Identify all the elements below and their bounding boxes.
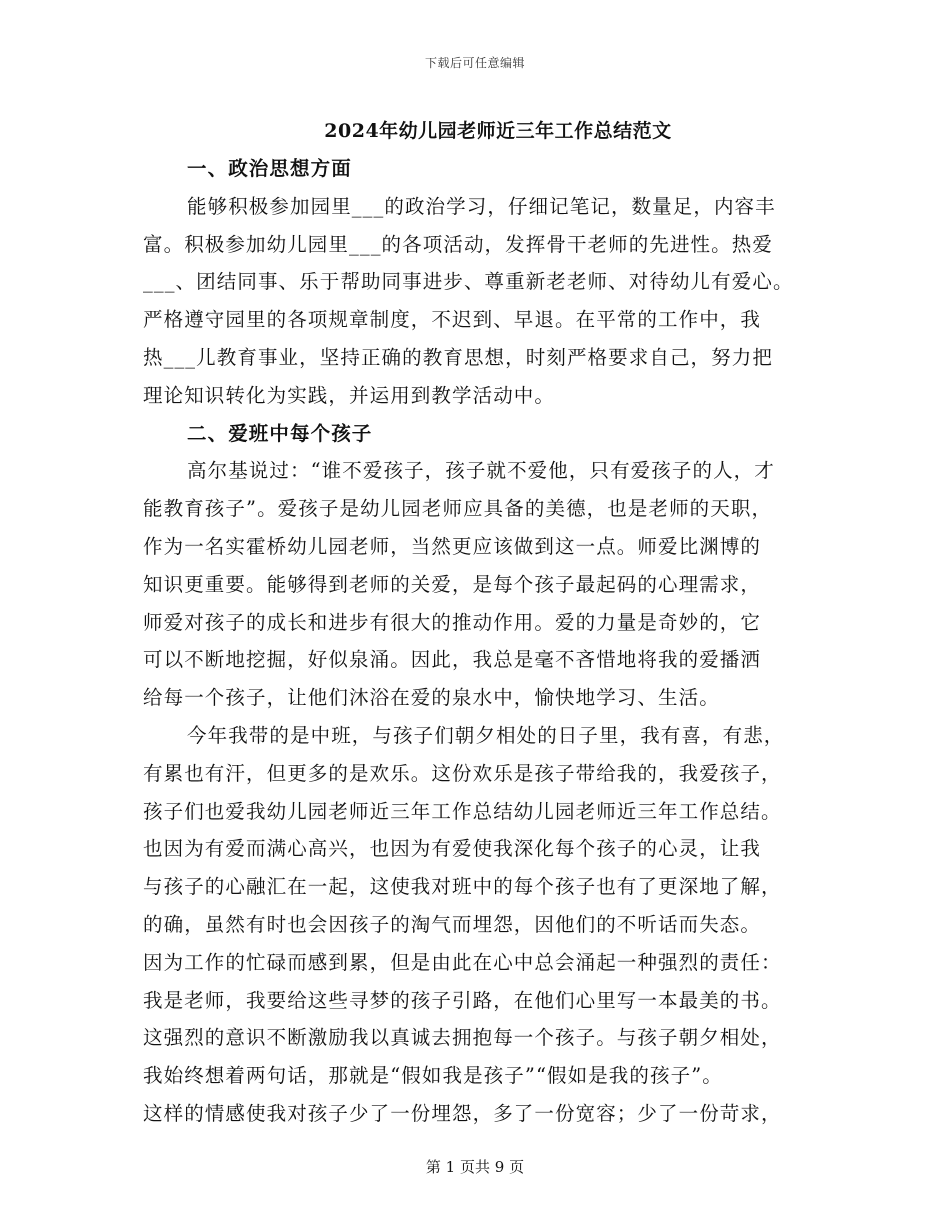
- paragraph-line: 今年我带的是中班，与孩子们朝夕相处的日子里，我有喜，有悲，: [187, 723, 785, 747]
- paragraph-line: 理论知识转化为实践，并运用到教学活动中。: [143, 383, 556, 407]
- paragraph-line: 与孩子的心融汇在一起，这使我对班中的每个孩子也有了更深地了解，: [143, 875, 782, 899]
- paragraph-line: 因为工作的忙碌而感到累，但是由此在心中总会涌起一种强烈的责任：: [143, 950, 782, 974]
- paragraph-line: 也因为有爱而满心高兴，也因为有爱使我深化每个孩子的心灵，让我: [143, 837, 762, 861]
- paragraph-line: ___、团结同事、乐于帮助同事进步、尊重新老老师、对待幼儿有爱心。: [143, 270, 794, 294]
- paragraph-line: 能够积极参加园里___的政治学习，仔细记笔记，数量足，内容丰: [187, 194, 776, 218]
- paragraph-line: 富。积极参加幼儿园里___的各项活动，发挥骨干老师的先进性。热爱: [143, 232, 773, 256]
- paragraph-line: 能教育孩子”。爱孩子是幼儿园老师应具备的美德，也是老师的天职，: [143, 497, 773, 521]
- paragraph-line: 可以不断地挖掘，好似泉涌。因此，我总是毫不吝惜地将我的爱播洒: [143, 648, 762, 672]
- header-note: 下载后可任意编辑: [424, 56, 525, 70]
- paragraph-line: 师爱对孩子的成长和进步有很大的推动作用。爱的力量是奇妙的，它: [143, 610, 762, 634]
- paragraph-line: 的确，虽然有时也会因孩子的淘气而埋怨，因他们的不听话而失态。: [143, 912, 762, 936]
- paragraph-line: 孩子们也爱我幼儿园老师近三年工作总结幼儿园老师近三年工作总结。: [143, 799, 782, 823]
- document-body: [143, 150, 823, 1133]
- paragraph-line: 高尔基说过：“谁不爱孩子，孩子就不爱他，只有爱孩子的人，才: [187, 459, 775, 483]
- paragraph-line: 给每一个孩子，让他们沐浴在爱的泉水中，愉快地学习、生活。: [143, 686, 720, 710]
- paragraph-line: 这样的情感使我对孩子少了一份埋怨，多了一份宽容；少了一份苛求，: [143, 1101, 782, 1125]
- paragraph-line: 有累也有汗，但更多的是欢乐。这份欢乐是孩子带给我的，我爱孩子，: [143, 761, 782, 785]
- paragraph-line: 我始终想着两句话，那就是“假如我是孩子”“假如是我的孩子”。: [143, 1064, 723, 1088]
- paragraph-line: 这强烈的意识不断激励我以真诚去拥抱每一个孩子。与孩子朝夕相处，: [143, 1026, 782, 1050]
- section-heading: 一、政治思想方面: [187, 157, 352, 180]
- paragraph-line: 热___儿教育事业，坚持正确的教育思想，时刻严格要求自己，努力把: [143, 345, 773, 369]
- document-title: 2024年幼儿园老师近三年工作总结范文: [324, 120, 672, 142]
- paragraph-line: 我是老师，我要给这些寻梦的孩子引路，在他们心里写一本最美的书。: [143, 988, 782, 1012]
- section-heading: 二、爱班中每个孩子: [187, 421, 373, 445]
- page-footer: 第 1 页共 9 页: [425, 1158, 525, 1176]
- paragraph-line: 知识更重要。能够得到老师的关爱，是每个孩子最起码的心理需求，: [143, 572, 762, 596]
- paragraph-line: 严格遵守园里的各项规章制度，不迟到、早退。在平常的工作中，我: [143, 308, 762, 332]
- paragraph-line: 作为一名实霍桥幼儿园老师，当然更应该做到这一点。师爱比渊博的: [143, 534, 762, 558]
